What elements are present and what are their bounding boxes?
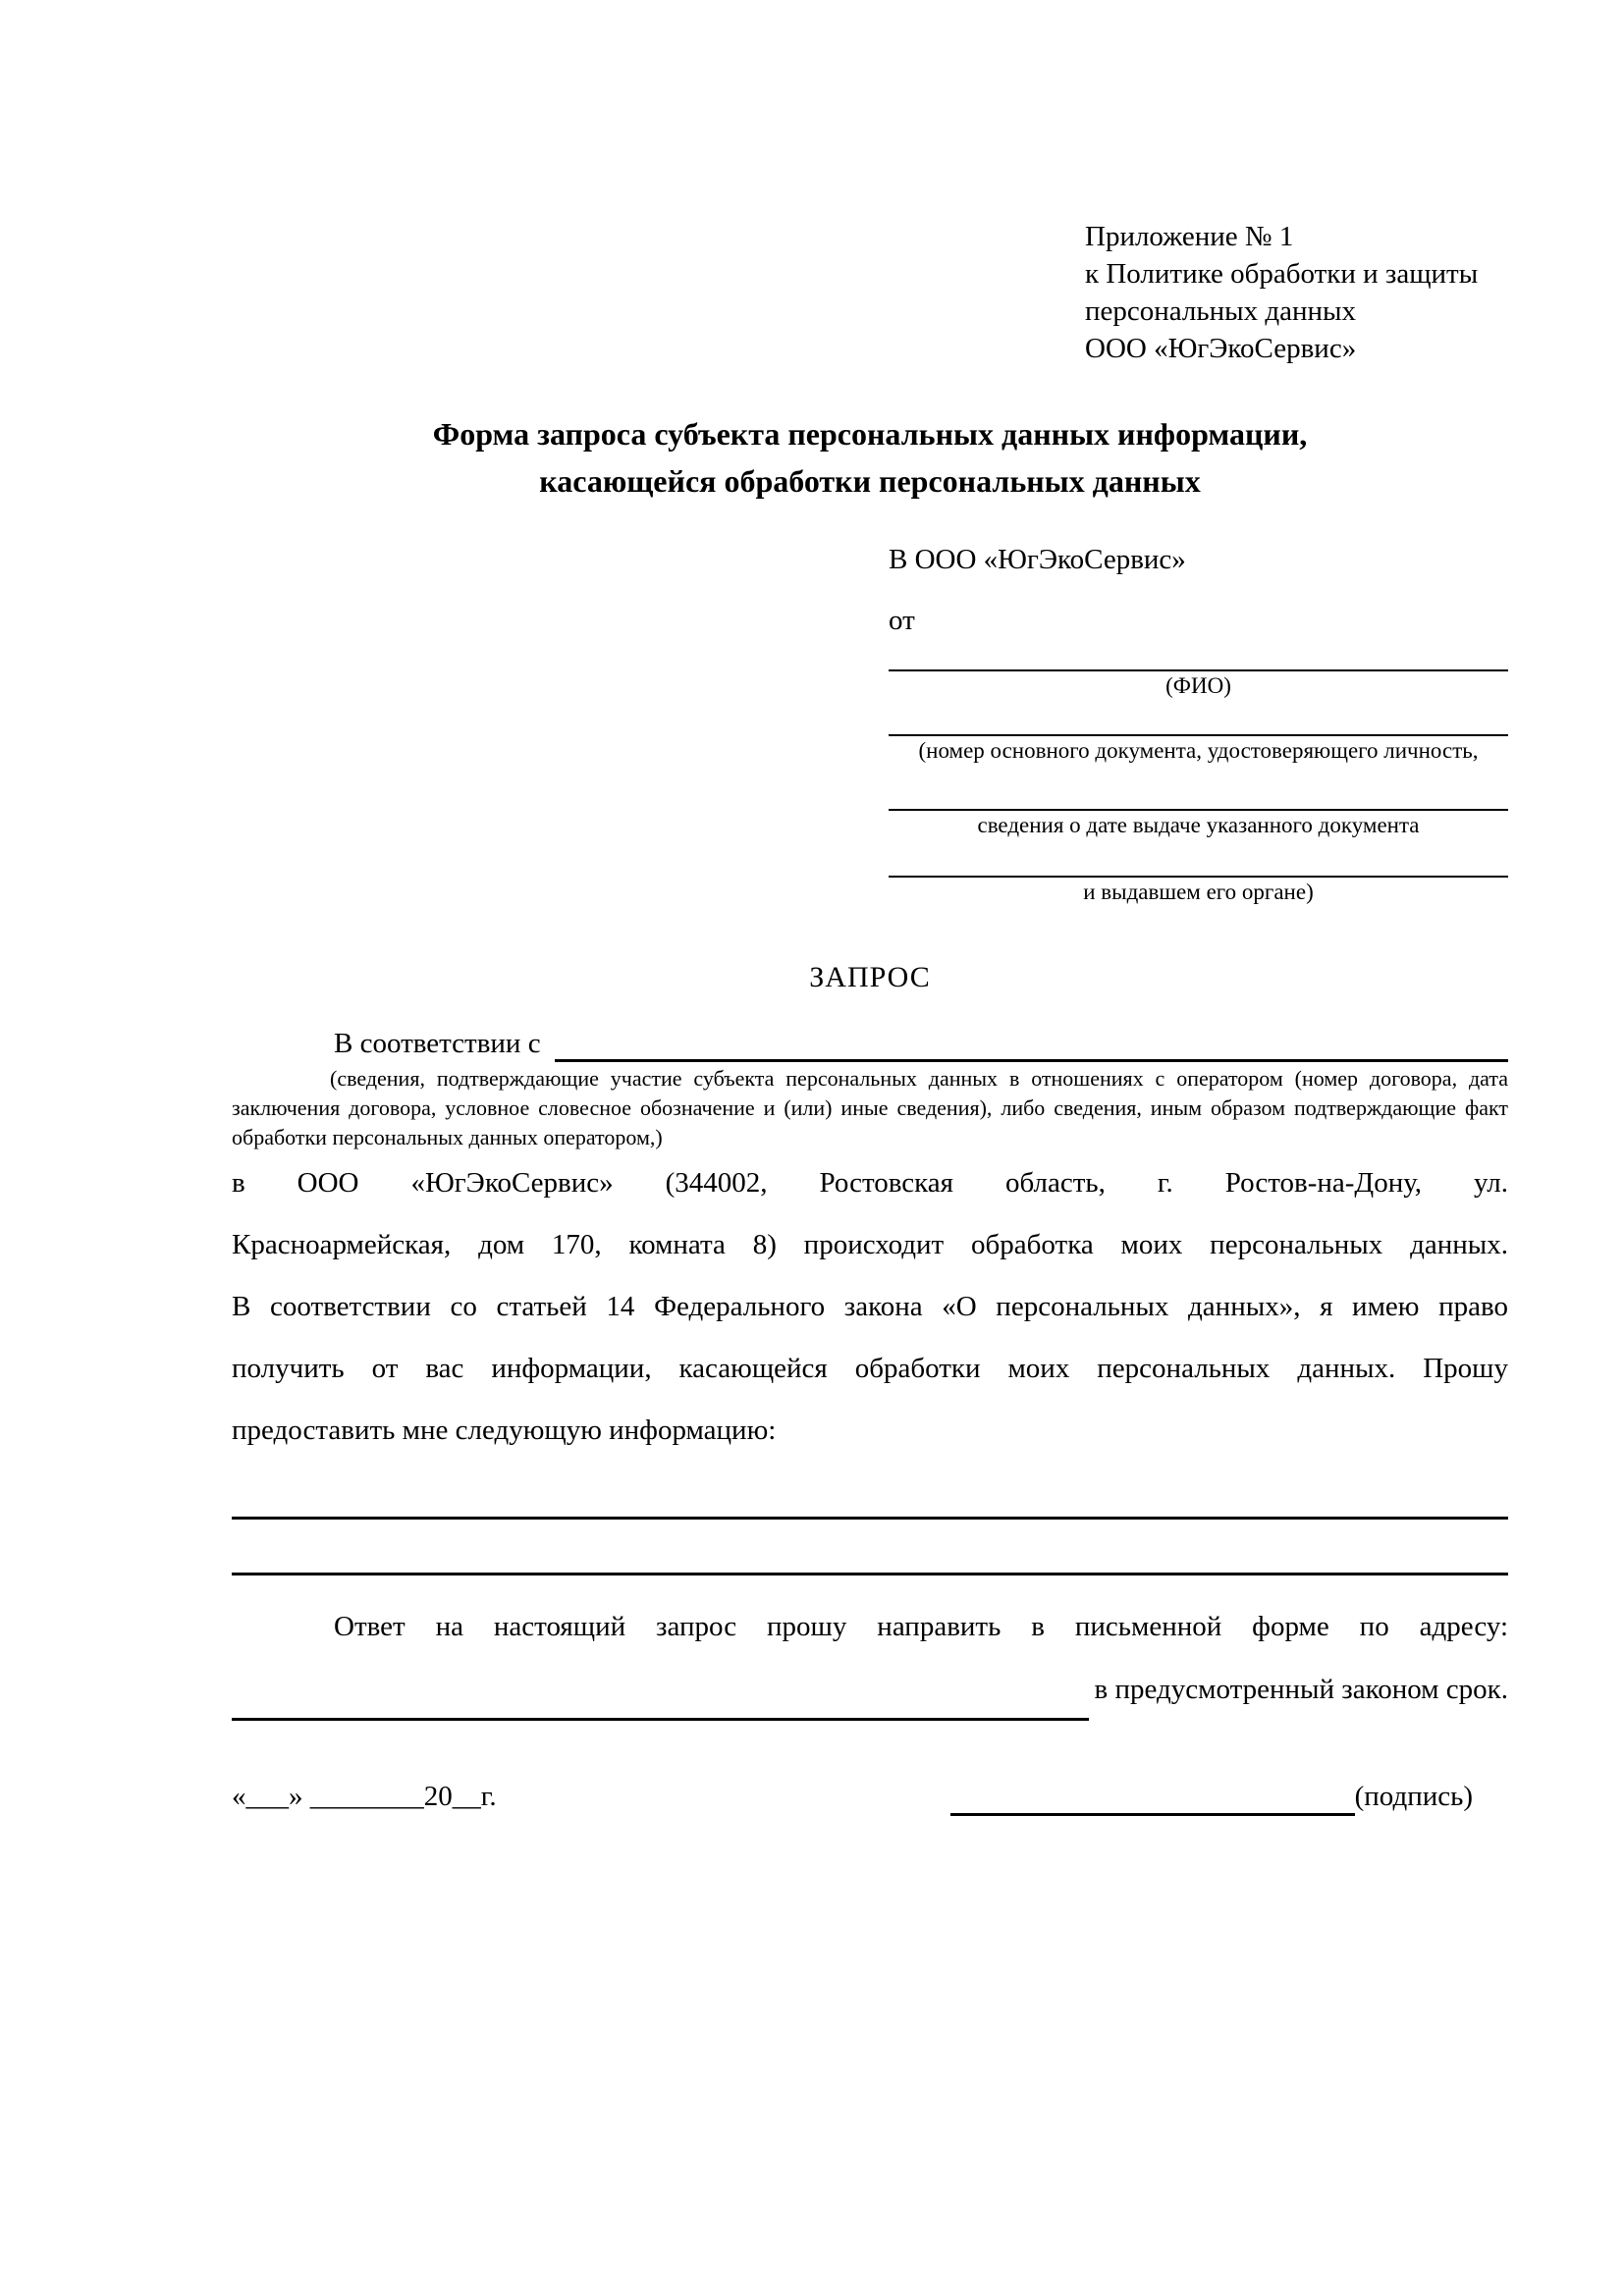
- main-paragraph-line: получить от вас информации, касающейся обработки моих персональных данных. Прошу: [232, 1353, 1508, 1384]
- appendix-header: [1085, 218, 1508, 367]
- addressee-from-label: от: [889, 605, 915, 636]
- reply-paragraph-line: Ответ на настоящий запрос прошу направить в письменной форме по адресу:: [334, 1611, 1508, 1642]
- document-title-line: Форма запроса субъекта персональных данных информации,: [432, 416, 1308, 452]
- reply-paragraph: [232, 1595, 1508, 1721]
- basis-note-line: заключения договора, условное словесное обозначение и (или) иные сведения), либо сведения, иным образом подтверждающие факт: [232, 1095, 1508, 1120]
- fio-field: [889, 638, 1508, 701]
- fio-caption: (ФИО): [1165, 673, 1231, 698]
- reply-address-line: [232, 1658, 1508, 1721]
- appendix-header-line: персональных данных: [1085, 295, 1357, 327]
- reply-suffix: в предусмотренный законом срок.: [1094, 1674, 1508, 1705]
- reply-address-blank-line[interactable]: [232, 1669, 1089, 1721]
- basis-note-line: (сведения, подтверждающие участие субъекта персональных данных в отношениях с оператором (номер договора, дата: [330, 1066, 1508, 1091]
- issue-date-field: [889, 766, 1508, 840]
- basis-note-line: обработки персональных данных оператором,): [232, 1125, 663, 1149]
- appendix-header-line: Приложение № 1: [1085, 221, 1294, 252]
- date-line[interactable]: «___» ________20__г.: [232, 1781, 497, 1812]
- basis-note: [232, 1064, 1508, 1152]
- main-paragraph-line: В соответствии со статьей 14 Федерального закона «О персональных данных», я имею право: [232, 1291, 1508, 1322]
- request-heading: ЗАПРОС: [809, 961, 931, 993]
- issue-date-caption: сведения о дате выдаче указанного документа: [977, 813, 1420, 837]
- issuing-authority-blank-line[interactable]: [889, 840, 1508, 878]
- addressee-to: В ООО «ЮгЭкоСервис»: [889, 544, 1186, 575]
- issuing-authority-field: [889, 840, 1508, 907]
- main-paragraph-line: в ООО «ЮгЭкоСервис» (344002, Ростовская область, г. Ростов-на-Дону, ул.: [232, 1167, 1508, 1199]
- basis-prefix: В соответствии с: [334, 1028, 541, 1059]
- requested-info-blank-line-1[interactable]: [232, 1469, 1508, 1520]
- issuing-authority-caption: и выдавшем его органе): [1083, 880, 1314, 904]
- signature-blank-line[interactable]: [950, 1776, 1355, 1816]
- main-paragraph-line: предоставить мне следующую информацию:: [232, 1415, 777, 1446]
- requested-info-blank-line-2[interactable]: [232, 1520, 1508, 1575]
- document-title: [232, 410, 1508, 505]
- addressee-block: [889, 542, 1508, 907]
- basis-blank-line[interactable]: [555, 1026, 1508, 1062]
- document-number-caption: (номер основного документа, удостоверяющего личность,: [918, 738, 1479, 763]
- appendix-header-line: к Политике обработки и защиты: [1085, 258, 1479, 290]
- appendix-header-line: ООО «ЮгЭкоСервис»: [1085, 333, 1357, 364]
- document-number-blank-line[interactable]: [889, 701, 1508, 736]
- document-title-line: касающейся обработки персональных данных: [539, 463, 1201, 499]
- main-paragraph: [232, 1152, 1508, 1462]
- signature-caption: (подпись): [1354, 1781, 1473, 1812]
- fio-blank-line[interactable]: [889, 638, 1508, 671]
- main-paragraph-line: Красноармейская, дом 170, комната 8) происходит обработка моих персональных данных.: [232, 1229, 1508, 1260]
- document-number-field: [889, 701, 1508, 766]
- footer-row: [232, 1776, 1508, 1816]
- issue-date-blank-line[interactable]: [889, 766, 1508, 811]
- document-content: [232, 0, 1508, 1816]
- signature-block: [950, 1776, 1473, 1816]
- basis-line: [232, 1025, 1508, 1062]
